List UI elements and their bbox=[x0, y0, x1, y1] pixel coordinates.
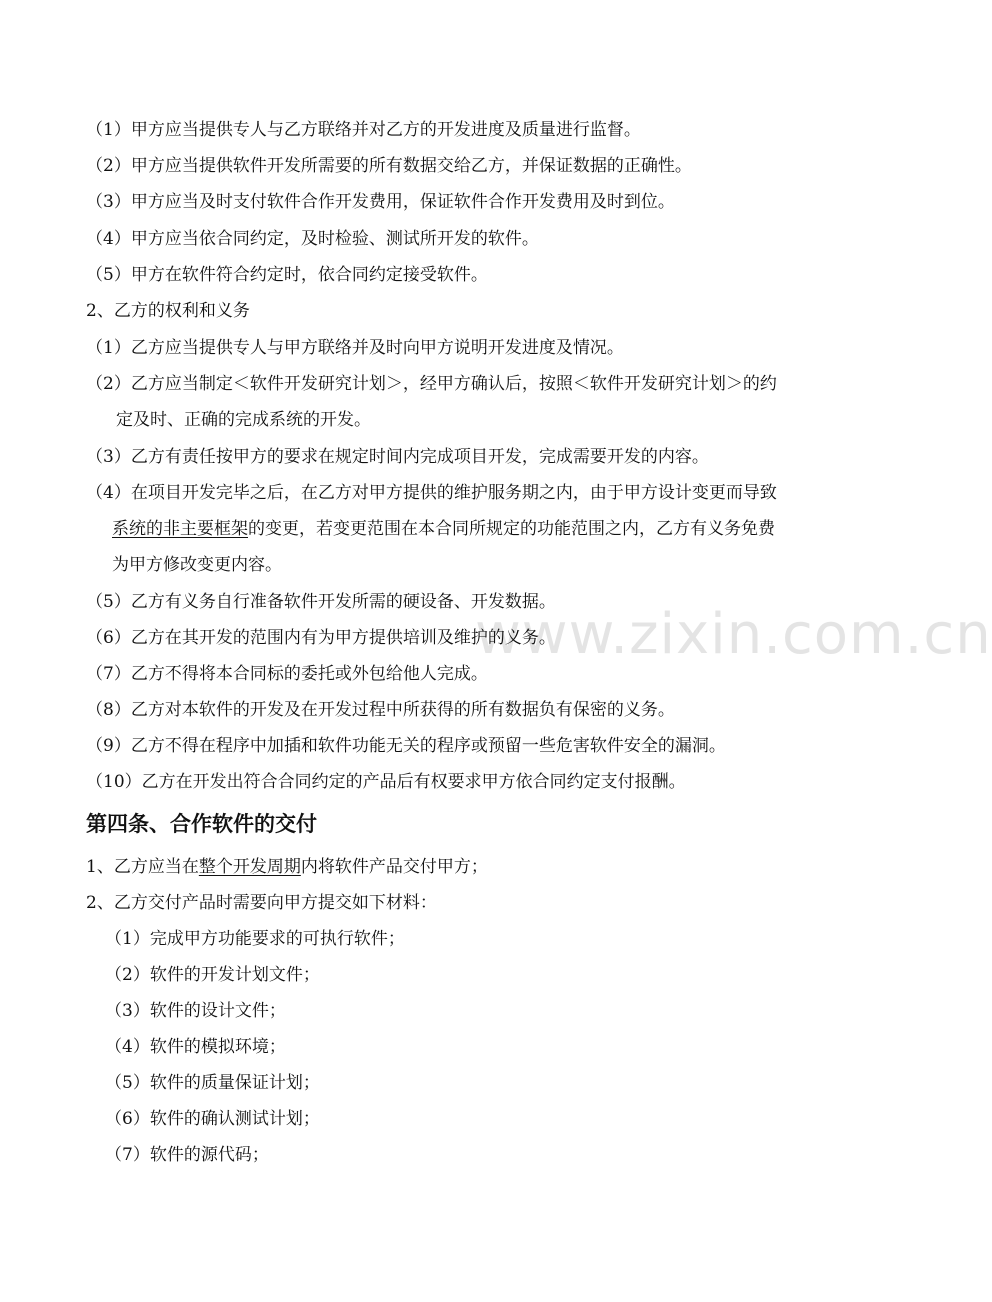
party-b-item-2-line-1: （2）乙方应当制定＜软件开发研究计划＞，经甲方确认后，按照＜软件开发研究计划＞的约 bbox=[86, 374, 777, 394]
party-b-item-5: （5）乙方有义务自行准备软件开发所需的硬设备、开发数据。 bbox=[86, 592, 556, 612]
party-a-duty-1: （1）甲方应当提供专人与乙方联络并对乙方的开发进度及质量进行监督。 bbox=[86, 120, 641, 140]
party-b-item-4-line-2 bbox=[112, 519, 775, 539]
material-item-6: （6）软件的确认测试计划； bbox=[105, 1109, 320, 1129]
material-item-5: （5）软件的质量保证计划； bbox=[105, 1073, 320, 1093]
material-item-2: （2）软件的开发计划文件； bbox=[105, 965, 320, 985]
party-a-duty-3: （3）甲方应当及时支付软件合作开发费用，保证软件合作开发费用及时到位。 bbox=[86, 192, 675, 212]
party-b-item-10: （10）乙方在开发出符合合同约定的产品后有权要求甲方依合同约定支付报酬。 bbox=[86, 772, 686, 792]
party-b-item-4-line-1: （4）在项目开发完毕之后，在乙方对甲方提供的维护服务期之内，由于甲方设计变更而导致 bbox=[86, 483, 777, 503]
clause-1-post: 内将软件产品交付甲方； bbox=[300, 857, 488, 877]
party-b-item-4-line-3: 为甲方修改变更内容。 bbox=[112, 555, 282, 575]
clause-1-pre: 1、乙方应当在 bbox=[86, 857, 199, 877]
party-b-item-9: （9）乙方不得在程序中加插和软件功能无关的程序或预留一些危害软件安全的漏洞。 bbox=[86, 736, 726, 756]
underlined-phrase: 系统的非主要框架 bbox=[112, 519, 248, 539]
article-4-clause-2: 2、乙方交付产品时需要向甲方提交如下材料： bbox=[86, 893, 437, 913]
material-item-1: （1）完成甲方功能要求的可执行软件； bbox=[105, 929, 405, 949]
party-b-item-8: （8）乙方对本软件的开发及在开发过程中所获得的所有数据负有保密的义务。 bbox=[86, 700, 675, 720]
article-4-heading: 第四条、合作软件的交付 bbox=[86, 812, 317, 836]
party-b-item-7: （7）乙方不得将本合同标的委托或外包给他人完成。 bbox=[86, 664, 488, 684]
party-b-item-3: （3）乙方有责任按甲方的要求在规定时间内完成项目开发，完成需要开发的内容。 bbox=[86, 447, 709, 467]
material-item-4: （4）软件的模拟环境； bbox=[105, 1037, 286, 1057]
article-4-clause-1 bbox=[86, 857, 488, 877]
material-item-3: （3）软件的设计文件； bbox=[105, 1001, 286, 1021]
party-b-item-2-line-2: 定及时、正确的完成系统的开发。 bbox=[116, 410, 371, 430]
party-b-section-title: 2、乙方的权利和义务 bbox=[86, 301, 250, 321]
material-item-7: （7）软件的源代码； bbox=[105, 1145, 269, 1165]
party-b-item-6: （6）乙方在其开发的范围内有为甲方提供培训及维护的义务。 bbox=[86, 628, 556, 648]
party-a-duty-4: （4）甲方应当依合同约定，及时检验、测试所开发的软件。 bbox=[86, 229, 539, 249]
party-b-item-4-line-2-rest: 的变更，若变更范围在本合同所规定的功能范围之内，乙方有义务免费 bbox=[248, 519, 775, 539]
party-b-item-1: （1）乙方应当提供专人与甲方联络并及时向甲方说明开发进度及情况。 bbox=[86, 338, 624, 358]
underlined-phrase: 整个开发周期 bbox=[198, 857, 301, 877]
party-a-duty-2: （2）甲方应当提供软件开发所需要的所有数据交给乙方，并保证数据的正确性。 bbox=[86, 156, 692, 176]
watermark: www.zixin.com.cn bbox=[475, 602, 992, 667]
party-a-duty-5: （5）甲方在软件符合约定时，依合同约定接受软件。 bbox=[86, 265, 488, 285]
